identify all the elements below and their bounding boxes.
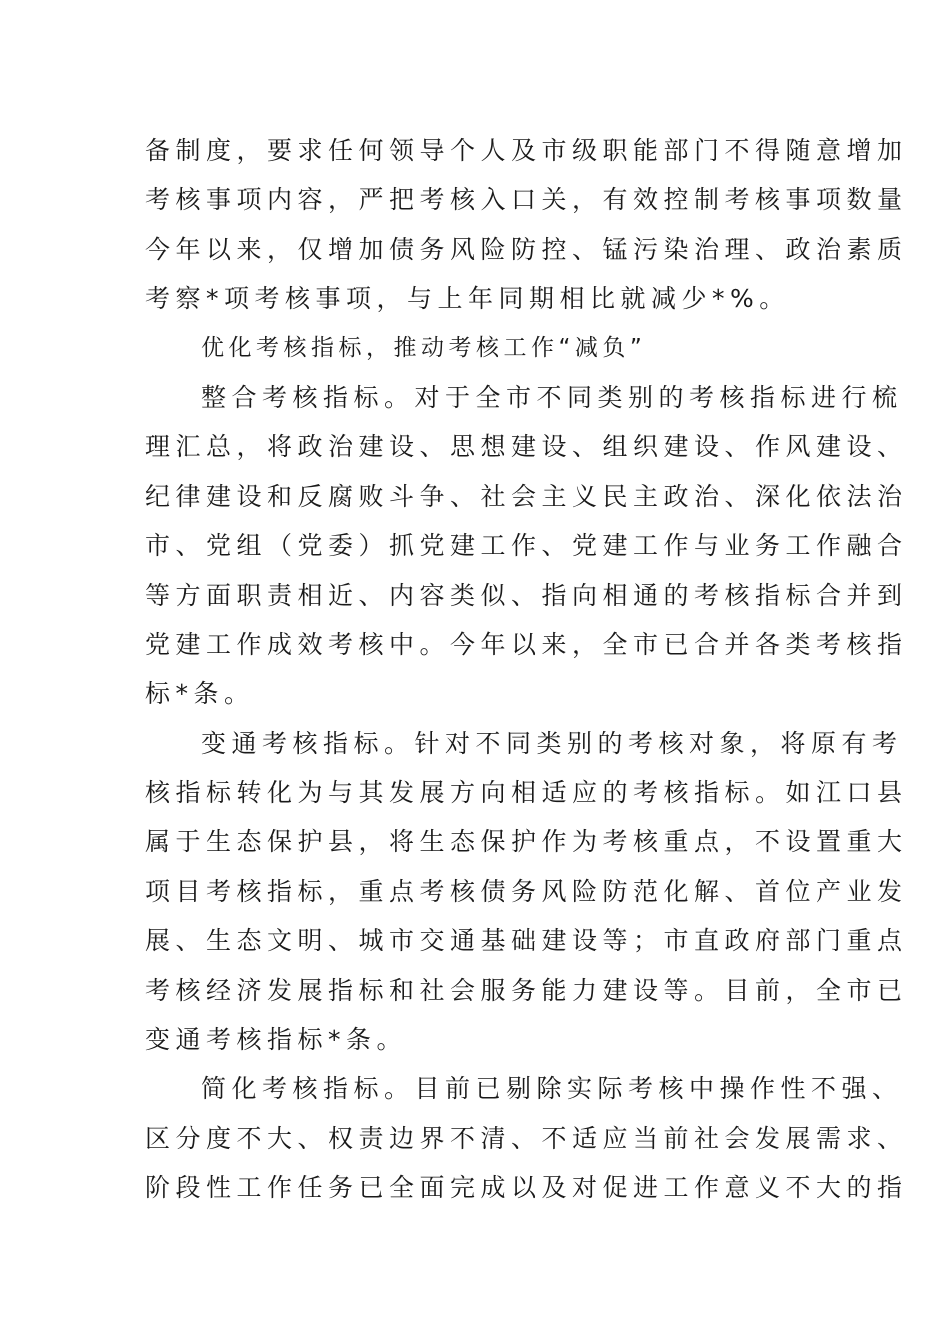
text-line: 纪律建设和反腐败斗争、社会主义民主政治、深化依法治 — [145, 481, 908, 511]
text-line: 区分度不大、权责边界不清、不适应当前社会发展需求、 — [145, 1123, 908, 1153]
text-line: 标*条。 — [145, 679, 255, 709]
paragraph-simplify-indicators — [145, 1064, 908, 1212]
text-line: 项目考核指标，重点考核债务风险防范化解、首位产业发 — [145, 876, 908, 906]
text-line: 考核经济发展指标和社会服务能力建设等。目前，全市已 — [145, 975, 908, 1005]
text-line: 备制度，要求任何领导个人及市级职能部门不得随意增加 — [145, 136, 908, 165]
paragraph-continued — [145, 126, 908, 324]
text-line: 今年以来，仅增加债务风险防控、锰污染治理、政治素质 — [145, 234, 908, 264]
text-line: 党建工作成效考核中。今年以来，全市已合并各类考核指 — [145, 629, 908, 659]
paragraph-adapt-indicators — [145, 719, 908, 1065]
text-line: 属于生态保护县，将生态保护作为考核重点，不设置重大 — [145, 827, 908, 857]
text-line: 变通考核指标。针对不同类别的考核对象，将原有考 — [201, 728, 903, 758]
text-line: 整合考核指标。对于全市不同类别的考核指标进行梳 — [201, 382, 903, 412]
heading-text: 优化考核指标，推动考核工作“减负” — [201, 334, 647, 361]
text-line: 等方面职责相近、内容类似、指向相通的考核指标合并到 — [145, 580, 908, 610]
text-line: 市、党组（党委）抓党建工作、党建工作与业务工作融合 — [145, 531, 908, 561]
text-line: 展、生态文明、城市交通基础建设等；市直政府部门重点 — [145, 926, 908, 956]
document-body — [145, 126, 908, 1213]
text-line: 阶段性工作任务已全面完成以及对促进工作意义不大的指 — [145, 1173, 908, 1203]
paragraph-integrate-indicators — [145, 373, 908, 719]
text-line: 简化考核指标。目前已剔除实际考核中操作性不强、 — [201, 1074, 903, 1104]
section-heading — [145, 324, 815, 373]
text-line: 变通考核指标*条。 — [145, 1025, 408, 1055]
text-line: 考察*项考核事项，与上年同期相比就减少*%。 — [145, 284, 790, 314]
text-line: 考核事项内容，严把考核入口关，有效控制考核事项数量 — [145, 185, 908, 215]
text-line: 核指标转化为与其发展方向相适应的考核指标。如江口县 — [145, 778, 908, 808]
text-line: 理汇总，将政治建设、思想建设、组织建设、作风建设、 — [145, 432, 908, 462]
